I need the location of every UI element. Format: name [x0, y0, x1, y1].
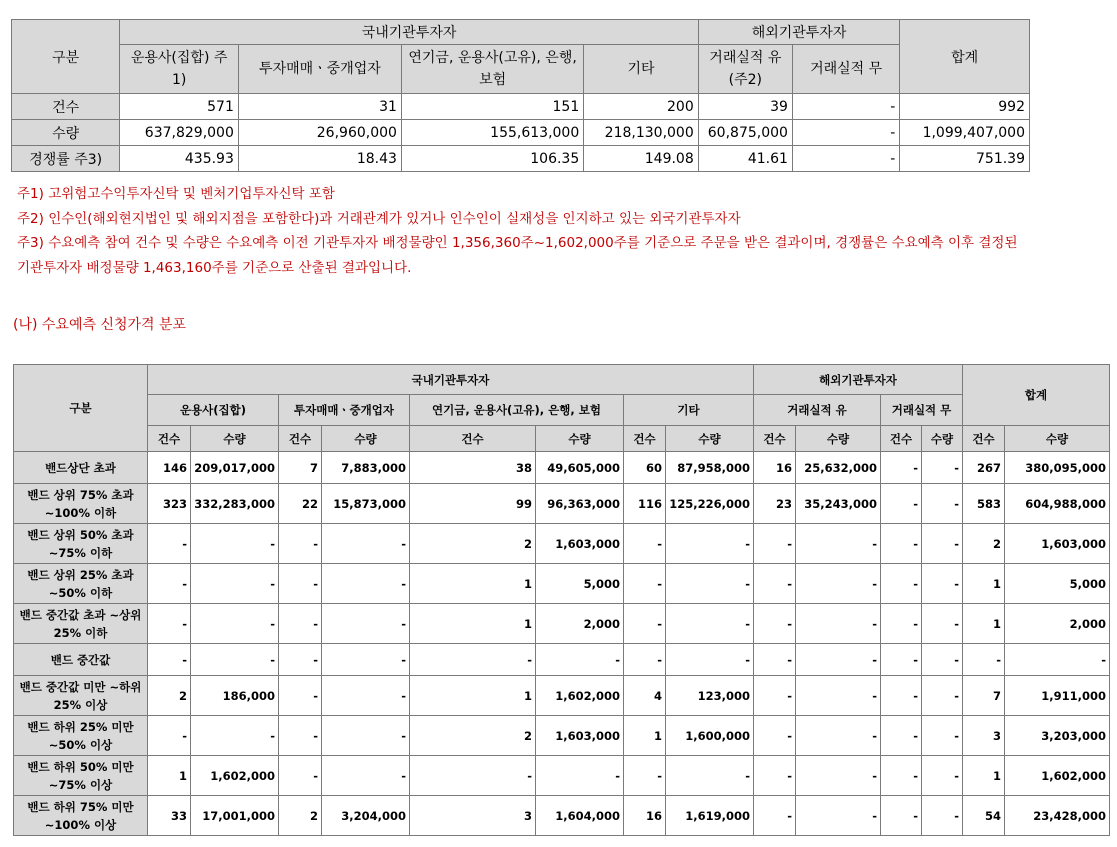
row-label: 밴드 중간값 초과 ~상위 25% 이하 [14, 604, 148, 644]
table-cell: 1,602,000 [191, 756, 279, 796]
table-cell: - [881, 452, 922, 484]
table-cell: 26,960,000 [238, 120, 401, 146]
table-cell: - [322, 564, 410, 604]
table-cell: - [191, 604, 279, 644]
table-cell: 31 [238, 94, 401, 120]
table-cell: 22 [279, 484, 322, 524]
table-row [14, 564, 1110, 604]
row-label: 밴드상단 초과 [14, 452, 148, 484]
row-label: 밴드 하위 75% 미만 ~100% 이상 [14, 796, 148, 836]
table-cell: - [881, 756, 922, 796]
table-cell: - [796, 676, 881, 716]
table-cell: 1,600,000 [666, 716, 754, 756]
table-cell: 17,001,000 [191, 796, 279, 836]
table-cell: 54 [963, 796, 1005, 836]
table-cell: 155,613,000 [401, 120, 583, 146]
table-cell: - [792, 94, 899, 120]
row-label: 밴드 상위 50% 초과 ~75% 이하 [14, 524, 148, 564]
table-cell: 99 [410, 484, 536, 524]
table-cell: 1,602,000 [1005, 756, 1110, 796]
table-cell: - [754, 644, 796, 676]
table-cell: - [754, 716, 796, 756]
table-cell: 2 [148, 676, 191, 716]
table-cell: - [624, 564, 666, 604]
section-title: (나) 수요예측 신청가격 분포 [13, 317, 187, 333]
header-count: 건수 [881, 426, 922, 452]
table-cell: - [410, 644, 536, 676]
table-cell: 7,883,000 [322, 452, 410, 484]
table-cell: - [666, 564, 754, 604]
header-without-trade-record: 거래실적 무 [881, 395, 963, 426]
table-cell: 1 [963, 564, 1005, 604]
table-cell: - [279, 564, 322, 604]
table-cell: - [536, 644, 624, 676]
footnote-3: 주3) 수요예측 참여 건수 및 수량은 수요예측 이전 기관투자자 배정물량인 1,356,360주~1,602,000주를 기준으로 주문을 받은 결과이며, 경쟁률은 수요예측 이후 결정된 기관투자자 배정물량 1,463,160주를 기준으로 산출된 결과입니다. [17, 235, 1018, 276]
table-cell: 5,000 [536, 564, 624, 604]
table-cell: 116 [624, 484, 666, 524]
header-asset-manager-collective: 운용사(집합) 주1) [120, 45, 239, 94]
table-cell: 96,363,000 [536, 484, 624, 524]
table-cell: 380,095,000 [1005, 452, 1110, 484]
table-cell: 2 [279, 796, 322, 836]
table-cell: - [148, 716, 191, 756]
table-row [12, 94, 1030, 120]
table-cell: - [624, 644, 666, 676]
table-cell: 3 [963, 716, 1005, 756]
table-cell: - [922, 796, 963, 836]
table-cell: 23 [754, 484, 796, 524]
table-cell: 2 [410, 716, 536, 756]
table-cell: - [796, 716, 881, 756]
row-label: 밴드 중간값 [14, 644, 148, 676]
header-pension-bank-insurance: 연기금, 운용사(고유), 은행, 보험 [410, 395, 624, 426]
table-cell: - [279, 644, 322, 676]
table-cell: 149.08 [584, 146, 699, 172]
table-cell: 583 [963, 484, 1005, 524]
header-pension-bank-insurance: 연기금, 운용사(고유), 은행, 보험 [401, 45, 583, 94]
table-cell: 1,603,000 [536, 524, 624, 564]
table-cell: - [754, 676, 796, 716]
table-cell: 1,619,000 [666, 796, 754, 836]
table-cell: 323 [148, 484, 191, 524]
table-cell: - [881, 604, 922, 644]
table-cell: - [148, 604, 191, 644]
table-cell: 1 [410, 604, 536, 644]
header-count: 건수 [963, 426, 1005, 452]
table-cell: 1 [410, 564, 536, 604]
header-foreign-investors: 해외기관투자자 [698, 20, 900, 45]
header-with-trade-record: 거래실적 유 [754, 395, 881, 426]
table-cell: - [191, 564, 279, 604]
header-total: 합계 [900, 20, 1030, 94]
table-cell: 18.43 [238, 146, 401, 172]
header-count: 건수 [754, 426, 796, 452]
table-cell: 2 [410, 524, 536, 564]
table-cell: - [754, 756, 796, 796]
table-row [14, 452, 1110, 484]
table-row [14, 644, 1110, 676]
table-cell: 2,000 [1005, 604, 1110, 644]
table-cell: - [796, 756, 881, 796]
table-cell: - [1005, 644, 1110, 676]
row-label: 밴드 하위 25% 미만 ~50% 이상 [14, 716, 148, 756]
table-cell: - [792, 146, 899, 172]
header-total: 합계 [963, 365, 1110, 426]
header-broker-dealer: 투자매매ㆍ중개업자 [279, 395, 410, 426]
table-cell: 4 [624, 676, 666, 716]
table-row [14, 676, 1110, 716]
table-cell: 39 [698, 94, 792, 120]
table-cell: 87,958,000 [666, 452, 754, 484]
header-broker-dealer: 투자매매ㆍ중개업자 [238, 45, 401, 94]
header-gubun: 구분 [14, 365, 148, 452]
table-cell: 1,099,407,000 [900, 120, 1030, 146]
header-quantity: 수량 [191, 426, 279, 452]
header-other: 기타 [624, 395, 754, 426]
table-cell: - [754, 796, 796, 836]
table-cell: 23,428,000 [1005, 796, 1110, 836]
header-count: 건수 [410, 426, 536, 452]
table-cell: - [922, 564, 963, 604]
table-cell: - [148, 644, 191, 676]
table-cell: 435.93 [120, 146, 239, 172]
table-cell: 218,130,000 [584, 120, 699, 146]
table-cell: - [536, 756, 624, 796]
header-count: 건수 [624, 426, 666, 452]
table-cell: 186,000 [191, 676, 279, 716]
table-cell: - [922, 756, 963, 796]
header-domestic-investors: 국내기관투자자 [120, 20, 698, 45]
table-cell: - [881, 676, 922, 716]
header-with-trade-record: 거래실적 유 (주2) [698, 45, 792, 94]
table-cell: 106.35 [401, 146, 583, 172]
table-cell: - [322, 644, 410, 676]
table-cell: - [322, 756, 410, 796]
table-cell: - [922, 644, 963, 676]
table-cell: - [279, 756, 322, 796]
table-cell: 25,632,000 [796, 452, 881, 484]
table-cell: 1 [963, 756, 1005, 796]
header-foreign-investors: 해외기관투자자 [754, 365, 963, 395]
table-cell: - [322, 716, 410, 756]
row-label: 경쟁률 주3) [12, 146, 120, 172]
table-cell: 35,243,000 [796, 484, 881, 524]
table-cell: 15,873,000 [322, 484, 410, 524]
table-cell: 3,203,000 [1005, 716, 1110, 756]
header-quantity: 수량 [922, 426, 963, 452]
table-cell: - [796, 564, 881, 604]
table-cell: 2,000 [536, 604, 624, 644]
table-cell: 992 [900, 94, 1030, 120]
table-cell: - [754, 524, 796, 564]
competition-summary-table [11, 19, 1030, 172]
table-cell: 751.39 [900, 146, 1030, 172]
header-count: 건수 [279, 426, 322, 452]
table-cell: - [796, 604, 881, 644]
table-cell: - [624, 756, 666, 796]
table-cell: - [148, 564, 191, 604]
table-cell: - [792, 120, 899, 146]
table-cell: 123,000 [666, 676, 754, 716]
table-cell: - [922, 604, 963, 644]
table-row [14, 796, 1110, 836]
table-cell: - [279, 524, 322, 564]
table-cell: 41.61 [698, 146, 792, 172]
header-other: 기타 [584, 45, 699, 94]
table-cell: - [922, 524, 963, 564]
table-cell: - [410, 756, 536, 796]
table-cell: - [881, 644, 922, 676]
table-cell: - [322, 676, 410, 716]
table-row [14, 604, 1110, 644]
table-cell: 33 [148, 796, 191, 836]
table-cell: - [881, 716, 922, 756]
table-cell: 125,226,000 [666, 484, 754, 524]
row-label: 밴드 상위 75% 초과 ~100% 이하 [14, 484, 148, 524]
table-cell: - [322, 604, 410, 644]
row-label: 건수 [12, 94, 120, 120]
table-cell: - [796, 644, 881, 676]
table-cell: - [666, 524, 754, 564]
table-cell: 1,603,000 [536, 716, 624, 756]
table-row [12, 120, 1030, 146]
table-cell: 146 [148, 452, 191, 484]
table-cell: 2 [963, 524, 1005, 564]
footnote-2: 주2) 인수인(해외현지법인 및 해외지점을 포함한다)과 거래관계가 있거나 인수인이 실재성을 인지하고 있는 외국기관투자자 [17, 210, 741, 227]
row-label: 밴드 상위 25% 초과 ~50% 이하 [14, 564, 148, 604]
table-cell: 3 [410, 796, 536, 836]
table-cell: - [754, 604, 796, 644]
table-cell: - [796, 796, 881, 836]
table-cell: - [881, 796, 922, 836]
table-cell: 1 [410, 676, 536, 716]
table-cell: 1,603,000 [1005, 524, 1110, 564]
table-cell: 7 [963, 676, 1005, 716]
table-cell: - [624, 524, 666, 564]
table-cell: - [322, 524, 410, 564]
table-row [12, 146, 1030, 172]
table-cell: 332,283,000 [191, 484, 279, 524]
header-asset-manager-collective: 운용사(집합) [148, 395, 279, 426]
table-row [14, 524, 1110, 564]
header-quantity: 수량 [1005, 426, 1110, 452]
table-cell: 571 [120, 94, 239, 120]
header-quantity: 수량 [322, 426, 410, 452]
table-cell: - [191, 644, 279, 676]
table-cell: 1,602,000 [536, 676, 624, 716]
table-cell: 16 [754, 452, 796, 484]
table-cell: 637,829,000 [120, 120, 239, 146]
header-quantity: 수량 [796, 426, 881, 452]
table-row [14, 716, 1110, 756]
table-cell: - [279, 604, 322, 644]
table-cell: 60 [624, 452, 666, 484]
table-row [14, 756, 1110, 796]
table-cell: 209,017,000 [191, 452, 279, 484]
header-count: 건수 [148, 426, 191, 452]
header-domestic-investors: 국내기관투자자 [148, 365, 754, 395]
table-cell: - [963, 644, 1005, 676]
table-cell: 200 [584, 94, 699, 120]
table-cell: 3,204,000 [322, 796, 410, 836]
header-without-trade-record: 거래실적 무 [792, 45, 899, 94]
table-cell: 38 [410, 452, 536, 484]
header-gubun: 구분 [12, 20, 120, 94]
table-cell: - [881, 564, 922, 604]
header-quantity: 수량 [666, 426, 754, 452]
price-distribution-table [13, 364, 1110, 836]
table-cell: - [624, 604, 666, 644]
table-cell: - [922, 716, 963, 756]
table-cell: 16 [624, 796, 666, 836]
table-cell: 7 [279, 452, 322, 484]
row-label: 수량 [12, 120, 120, 146]
table-cell: - [754, 564, 796, 604]
footnote-1: 주1) 고위험고수익투자신탁 및 벤처기업투자신탁 포함 [17, 186, 335, 202]
table-cell: - [191, 716, 279, 756]
row-label: 밴드 하위 50% 미만 ~75% 이상 [14, 756, 148, 796]
table-cell: - [279, 716, 322, 756]
table-cell: - [666, 644, 754, 676]
table-cell: - [191, 524, 279, 564]
table-cell: - [881, 484, 922, 524]
table-cell: 604,988,000 [1005, 484, 1110, 524]
table-cell: 5,000 [1005, 564, 1110, 604]
table-cell: - [922, 484, 963, 524]
table-cell: - [148, 524, 191, 564]
table-cell: - [922, 676, 963, 716]
table-cell: 1 [624, 716, 666, 756]
footnotes [17, 182, 1027, 280]
table-cell: 49,605,000 [536, 452, 624, 484]
table-cell: 1,911,000 [1005, 676, 1110, 716]
table-cell: - [279, 676, 322, 716]
table-row [14, 484, 1110, 524]
table-cell: 1,604,000 [536, 796, 624, 836]
header-quantity: 수량 [536, 426, 624, 452]
table-cell: - [922, 452, 963, 484]
table-cell: - [666, 756, 754, 796]
table-cell: - [881, 524, 922, 564]
table-cell: 267 [963, 452, 1005, 484]
table-cell: - [666, 604, 754, 644]
table-cell: 60,875,000 [698, 120, 792, 146]
table-cell: 151 [401, 94, 583, 120]
row-label: 밴드 중간값 미만 ~하위 25% 이상 [14, 676, 148, 716]
table-cell: 1 [963, 604, 1005, 644]
table-cell: 1 [148, 756, 191, 796]
table-cell: - [796, 524, 881, 564]
